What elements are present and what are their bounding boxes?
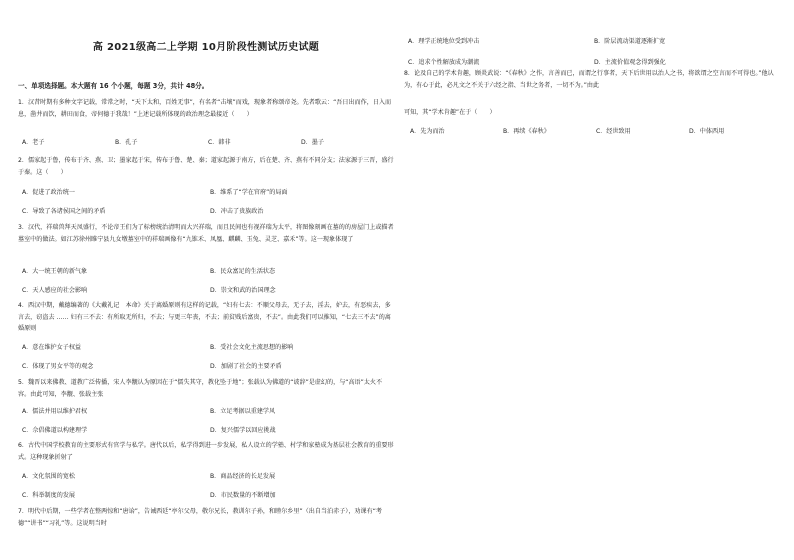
- q2-option-c[interactable]: C．导致了各诸侯国之间的矛盾: [22, 208, 106, 215]
- question-3: 3．汉代，祥瑞兽拜天凤盛行，不论帝王们为了标榜统治清明而大兴祥瑞，而且民间也有视祥瑞为太平，将图像刻画在墓的的房屋门上或描者墓室中的做法。如江苏徐州睢宁县九女墩墓室中的祥瑞画像有“九锥禾、凤凰、麒麟、玉兔、灵芝、嘉禾”等。这一现象体现了: [18, 224, 394, 243]
- question-1-options: [18, 133, 394, 152]
- q5-option-b[interactable]: B．立足考据以重建学风: [210, 408, 276, 415]
- question-3-options: [18, 262, 394, 300]
- q7-option-b[interactable]: B．阶层流动渠道逐渐扩宽: [594, 38, 666, 45]
- q7-option-a[interactable]: A．理学正统地位受到冲击: [408, 38, 480, 45]
- q3-option-a[interactable]: A．大一统王朝的新气象: [22, 268, 88, 275]
- question-4-options: [18, 338, 394, 376]
- q7-option-c[interactable]: C．追求个性解放成为潮流: [408, 59, 480, 66]
- q8-option-b[interactable]: B．再续《春秋》: [503, 128, 550, 135]
- q2-option-b[interactable]: B．维系了“学在官府”的局面: [210, 189, 288, 196]
- question-6: 6．古代中国学校教育的主要形式有官学与私学。唐代以后，私学得到进一步发展，私人设立的学塾、村学和家塾成为基层社会教育的重要形式。这种现象折射了: [18, 442, 394, 461]
- question-4: 4．西汉中期，戴德编著的《大戴礼记 本命》关于离婚原则有这样的记载，“妇有七去：不顺父母去，无子去，淫去，妒去，有恶疾去，多言去，窃盗去 …… 妇有三不去：有所取无所归，不去；与更三年丧，不去；前贫贱后富贵，不去”。由此我们可以推知，“七去三不去”的离婚原则: [18, 302, 391, 333]
- question-5-options: [18, 402, 394, 440]
- q3-option-c[interactable]: C．天人感应的社会影响: [22, 287, 88, 294]
- question-2: 2．儒家起于鲁，传布于齐、燕、卫；墨家起于宋，传布于鲁、楚、秦；道家起源于南方，后在楚、齐、燕有不同分支；法家源于三晋，盛行于秦。这（ ）: [18, 157, 394, 176]
- q2-option-d[interactable]: D．冲击了贵族政治: [210, 208, 264, 215]
- q1-option-c[interactable]: C．韩非: [208, 139, 231, 146]
- q7-option-d[interactable]: D．主流价值观念得到强化: [594, 59, 666, 66]
- q6-option-b[interactable]: B．商品经济的长足发展: [210, 473, 276, 480]
- q2-option-a[interactable]: A．促进了政治统一: [22, 189, 75, 196]
- question-6-options: [18, 467, 394, 505]
- question-8-ask: 可知，其“学术肯趣”在于（ ）: [404, 109, 496, 116]
- question-8: 8．论及自己的学术肯趣，顾炎武说：“《春秋》之作，言善而已，而谓之行事者，天下后世用以治人之书，将欲谓之空言而不可得也。”他认为，有心于此，必凡文之不关于六经之指、当世之务者，一切不为。”由此: [404, 70, 774, 89]
- q1-option-d[interactable]: D．墨子: [301, 139, 324, 146]
- question-1: 1．汉昔时期有多种文字记载，常常之时，“天下太和，百姓无事”，有名者“击壤”而戏，现象者称颂帝尧。先者歌云：“吾日出而作，日入而息，凿井而饮，耕田而食，帝何德于我哉！”上述记载所体现的政治理念最接近（ ）: [18, 99, 392, 118]
- q3-option-d[interactable]: D．崇文和武的治国理念: [210, 287, 276, 294]
- q6-option-d[interactable]: D．市民数量的不断增加: [210, 492, 276, 499]
- q4-option-d[interactable]: D．加剧了社会的主要矛盾: [210, 363, 282, 370]
- q6-option-c[interactable]: C．科举制度的发展: [22, 492, 76, 499]
- q8-option-a[interactable]: A．先为而治: [410, 128, 445, 135]
- q5-option-c[interactable]: C．佘倡佛道以构建理学: [22, 427, 88, 434]
- q8-option-d[interactable]: D．中体西用: [689, 128, 725, 135]
- exam-title: 高 2021级高二上学期 10月阶段性测试历史试题: [92, 42, 320, 53]
- question-2-options: [18, 183, 394, 221]
- q1-option-b[interactable]: B．孔子: [115, 139, 138, 146]
- q4-option-a[interactable]: A．意在维护女子权益: [22, 344, 82, 351]
- q8-option-c[interactable]: C．经世致用: [596, 128, 631, 135]
- question-7-options: [404, 30, 776, 72]
- q5-option-d[interactable]: D．复兴儒学以回应挑战: [210, 427, 276, 434]
- section-heading: 一、单项选择题。本大题有 16 个小题，每题 3分，共计 48分。: [18, 82, 209, 90]
- question-7: 7．明代中后期，一些学者在整两惊和“唐诒”，告诫西廷“亭尔父母，敬尔兄长，教训尔子孙，和睦尔乡里”（出自当泊赤子），劝课有“考德”“讲书”“习礼”等。这说明当时: [18, 508, 382, 527]
- q4-option-b[interactable]: B．受社会文化主流思想的影响: [210, 344, 294, 351]
- question-5: 5．魏晋以来佛教、道教广泛传播，宋人李觏认为原因在于“儒失其守，教化坠于地”；张载认为佛道的“诐辞”是虚幻的，与“高语”太火不容。由此可知，李觏、张载主张: [18, 379, 383, 398]
- q4-option-c[interactable]: C．体现了男女平等的观念: [22, 363, 94, 370]
- question-8-options: [404, 126, 776, 135]
- q1-option-a[interactable]: A．老子: [22, 139, 45, 146]
- q5-option-a[interactable]: A．儒法并用以维护君权: [22, 408, 88, 415]
- q3-option-b[interactable]: B．民众富足的生活状态: [210, 268, 276, 275]
- q6-option-a[interactable]: A．文化氛围的宽松: [22, 473, 75, 480]
